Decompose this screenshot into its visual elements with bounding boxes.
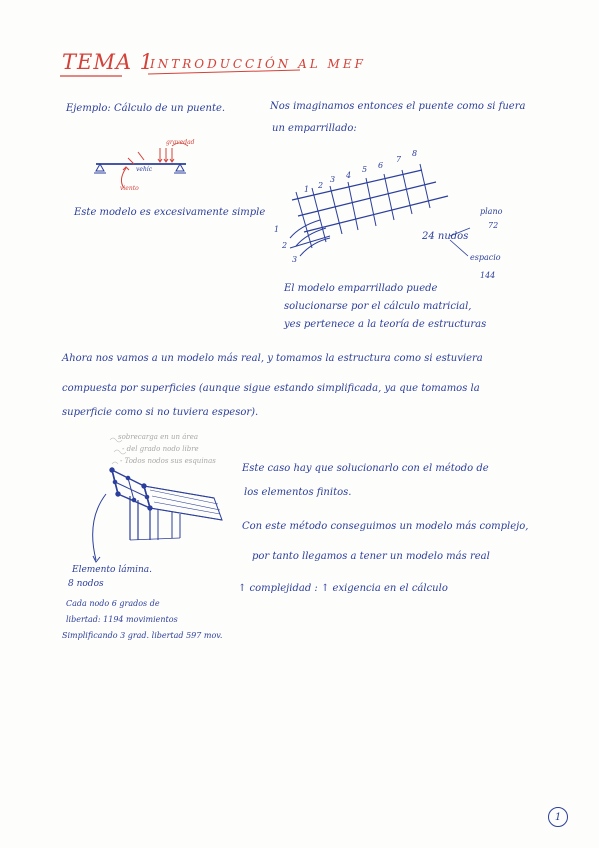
pencil-note-line-1: sobrecarga en un área <box>118 433 199 441</box>
gravity-label: gravedad <box>166 139 195 146</box>
surface-paragraph-line-2: compuesta por superficies (aunque sigue estando simplificada, ya que tomamos la <box>62 383 480 394</box>
fem-line-3: Con este método conseguimos un modelo más complejo, <box>242 521 529 532</box>
space-value: 144 <box>480 271 496 280</box>
grid-node-number: 7 <box>396 155 402 164</box>
grid-node-number: 1 <box>304 185 310 194</box>
grid-node-number: 2 <box>318 181 324 190</box>
element-note-line-2: 8 nodos <box>68 579 104 589</box>
grid-node-number: 6 <box>378 161 384 170</box>
bridge-example-heading: Ejemplo: Cálculo de un puente. <box>66 103 226 114</box>
grid-left-number: 3 <box>292 255 298 264</box>
vehicle-label: vehíc <box>136 166 153 173</box>
subtitle-underline <box>148 70 300 74</box>
fem-line-5: ↑ complejidad : ↑ exigencia en el cálculo <box>238 583 448 594</box>
page-number <box>548 807 568 827</box>
grid-intro-line-1: Nos imaginamos entonces el puente como si fuera <box>270 101 526 112</box>
element-note-line-5: Simplificando 3 grad. libertad 597 mov. <box>62 631 223 640</box>
grid-node-number: 5 <box>362 165 368 174</box>
grid-node-number: 3 <box>330 175 336 184</box>
nodes-count: 24 nudos <box>422 231 469 242</box>
grid-model-sketch <box>290 161 470 256</box>
grid-node-number: 8 <box>412 149 418 158</box>
fem-line-4: por tanto llegamos a tener un modelo más real <box>252 551 490 562</box>
grid-node-number: 4 <box>346 171 352 180</box>
fem-line-2: los elementos finitos. <box>244 487 352 498</box>
element-note-line-1: Elemento lámina. <box>72 565 153 575</box>
page-title: TEMA 1 <box>62 50 155 74</box>
grid-note-line-2: solucionarse por el cálculo matricial, <box>284 301 472 312</box>
pencil-note-line-2: - del grado nodo libre <box>122 445 199 453</box>
grid-left-number: 2 <box>282 241 288 250</box>
plane-value: 72 <box>488 221 499 230</box>
element-note-line-4: libertad: 1194 movimientos <box>66 615 178 624</box>
page-subtitle: INTRODUCCIÓN AL MEF <box>150 57 366 71</box>
grid-left-number: 1 <box>274 225 280 234</box>
fem-line-1: Este caso hay que solucionarlo con el método de <box>242 463 489 474</box>
surface-model-sketch <box>93 468 222 562</box>
simple-model-note: Este modelo es excesivamente simple <box>74 207 266 218</box>
element-note-line-3: Cada nodo 6 grados de <box>66 599 160 608</box>
surface-paragraph-line-3: superficie como si no tuviera espesor). <box>62 407 259 418</box>
page-number-text: 1 <box>554 811 562 823</box>
space-label: espacio <box>470 253 501 262</box>
pencil-note-line-3: - Todos nodos sus esquinas <box>120 457 216 465</box>
grid-intro-line-2: un emparrillado: <box>272 123 357 134</box>
grid-note-line-3: yes pertenece a la teoría de estructuras <box>284 319 487 330</box>
grid-note-line-1: El modelo emparrillado puede <box>284 283 438 294</box>
plane-label: plano <box>480 207 503 216</box>
surface-paragraph-line-1: Ahora nos vamos a un modelo más real, y tomamos la estructura como si estuviera <box>62 353 483 364</box>
wind-label: viento <box>120 185 139 192</box>
